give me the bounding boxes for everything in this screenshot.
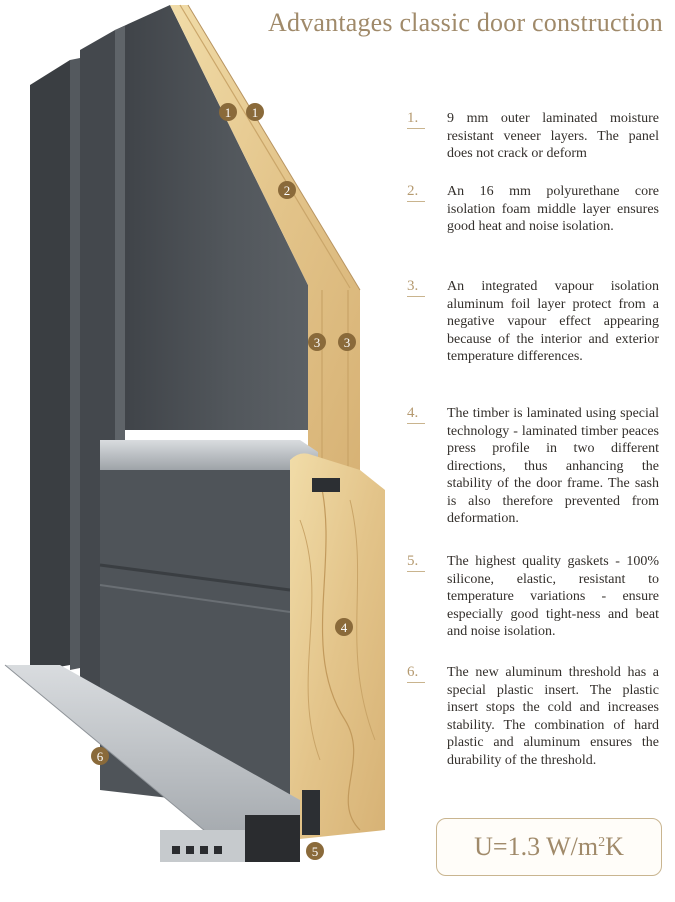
feature-item-3 <box>407 278 659 366</box>
feature-item-2 <box>407 183 659 236</box>
svg-text:5: 5 <box>311 844 319 859</box>
marker-5 <box>306 842 324 860</box>
page-title: Advantages classic door construction <box>268 8 663 37</box>
u-value-badge <box>436 818 662 876</box>
svg-text:1: 1 <box>224 105 232 120</box>
svg-text:2: 2 <box>283 183 291 198</box>
marker-3a <box>308 333 326 351</box>
feature-number: 6. <box>407 664 425 683</box>
feature-text: The highest quality gaskets - 100% silicone, elastic, resistant to temperature variations - ensure especially good tight-ness and beat and noise isolation. <box>447 554 659 639</box>
feature-text: The timber is laminated using special technology - laminated timber peaces press profile in two different directions, thus anhancing the stability of the door frame. The sash is also therefore prevented from deformation. <box>447 406 659 526</box>
feature-number: 5. <box>407 553 425 572</box>
feature-number: 3. <box>407 278 425 297</box>
marker-6 <box>91 747 109 765</box>
marker-1a <box>219 103 237 121</box>
marker-3b <box>338 333 356 351</box>
marker-1b <box>246 103 264 121</box>
marker-4 <box>335 618 353 636</box>
svg-text:6: 6 <box>96 749 104 764</box>
feature-item-6 <box>407 664 659 769</box>
svg-text:3: 3 <box>313 335 321 350</box>
marker-2 <box>278 181 296 199</box>
u-value-exponent: 2 <box>598 835 606 850</box>
feature-text: The new aluminum threshold has a special plastic insert. The plastic insert stops the cold and increases stability. The combination of hard plastic and aluminum ensures the durability of the threshold. <box>447 665 659 768</box>
svg-text:4: 4 <box>340 620 348 635</box>
svg-text:3: 3 <box>343 335 351 350</box>
feature-item-5 <box>407 553 659 641</box>
feature-item-4 <box>407 405 659 528</box>
feature-number: 1. <box>407 110 425 129</box>
feature-number: 4. <box>407 405 425 424</box>
u-value-suffix: K <box>605 832 624 861</box>
feature-number: 2. <box>407 183 425 202</box>
feature-text: An integrated vapour isolation aluminum foil layer protect from a negative vapour effect appearing because of the interior and exterior temperature differences. <box>447 279 659 364</box>
feature-text: 9 mm outer laminated moisture resistant veneer layers. The panel does not crack or deform <box>447 111 659 161</box>
u-value-prefix: U=1.3 W/m <box>474 832 599 861</box>
svg-text:1: 1 <box>251 105 259 120</box>
feature-text: An 16 mm polyurethane core isolation foam middle layer ensures good heat and noise isolation. <box>447 184 659 234</box>
feature-item-1 <box>407 110 659 163</box>
